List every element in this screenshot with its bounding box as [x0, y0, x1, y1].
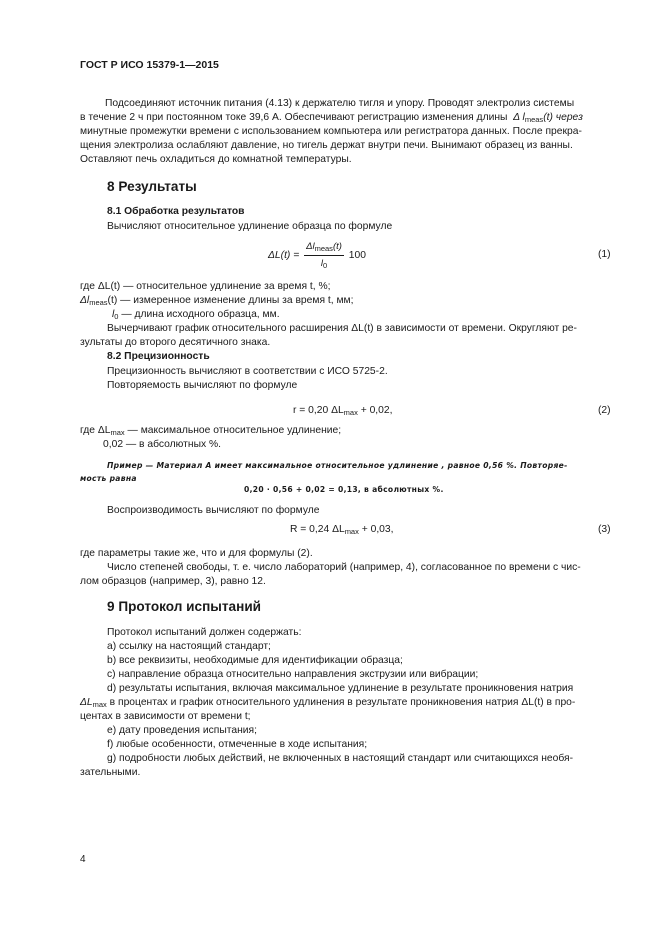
- formula-2: r = 0,20 $\Delta L_{max} + 0,02$,: [293, 405, 393, 417]
- intro-line-2: в течение 2 ч при постоянном токе 39,6 А. Обеспечивают регистрацию изменения длины Δ $l_{meas}(t)$ через: [80, 112, 583, 124]
- protocol-item-f: f) любые особенности, отмеченные в ходе испытания;: [107, 739, 368, 750]
- intro-line-1: Подсоединяют источник питания (4.13) к держателю тигля и упору. Проводят электролиз системы: [105, 98, 575, 109]
- protocol-item-e: е) дату проведения испытания;: [107, 725, 257, 736]
- formula-1-number: (1): [598, 249, 611, 260]
- protocol-item-g-line-2: зательными.: [80, 767, 141, 778]
- calc-intro: Вычисляют относительное удлинение образца по формуле: [107, 221, 393, 232]
- intro-line-4: щения электролиза ослабляют давление, но тигель держат внутри печи. Вынимают образец из ванны.: [80, 140, 573, 151]
- protocol-item-d-line-2: $\Delta L_{max}$ в процентах и график относительного удлинения в результате проникновения натрия ΔL(t) в про-: [80, 697, 576, 709]
- formula-3-number: (3): [598, 524, 611, 535]
- graph-line-2: зультаты до второго десятичного знака.: [80, 337, 271, 348]
- section-8-1-title: 8.1 Обработка результатов: [107, 206, 245, 217]
- precision-line-2: Повторяемость вычисляют по формуле: [107, 380, 298, 391]
- formula-2-number: (2): [598, 405, 611, 416]
- intro-line-5: Оставляют печь охладиться до комнатной температуры.: [80, 154, 352, 165]
- where-delta-lmax: где $\Delta L_{max}$ — максимальное относительное удлинение;: [80, 425, 342, 437]
- section-8-2-title: 8.2 Прецизионность: [107, 351, 210, 362]
- protocol-item-g-line-1: g) подробности любых действий, не включенных в настоящий стандарт или считающихся необя-: [107, 753, 574, 764]
- dof-line-2: лом образцов (например, 3), равно 12.: [80, 576, 266, 587]
- where-formula-3: где параметры такие же, что и для формулы (2).: [80, 548, 313, 559]
- document-header: ГОСТ Р ИСО 15379-1—2015: [80, 59, 219, 71]
- protocol-item-d-line-3: центах в зависимости от времени t;: [80, 711, 251, 722]
- page-number: 4: [80, 854, 86, 865]
- precision-line-1: Прецизионность вычисляют в соответствии с ИСО 5725-2.: [107, 366, 388, 377]
- example-formula: 0,20 · 0,56 + 0,02 = 0,13, в абсолютных %.: [244, 485, 444, 494]
- protocol-item-c: с) направление образца относительно направления экструзии или вибрации;: [107, 669, 479, 680]
- where-delta-l: где ΔL(t) — относительное удлинение за время t, %;: [80, 281, 331, 292]
- where-constant: 0,02 — в абсолютных %.: [103, 439, 221, 450]
- formula-1: ΔL(t) = $\frac{\Delta l_{meas}(t)}{l_0}$ 100: [268, 241, 366, 270]
- protocol-item-b: b) все реквизиты, необходимые для идентификации образца;: [107, 655, 403, 666]
- protocol-item-a: а) ссылку на настоящий стандарт;: [107, 641, 271, 652]
- intro-line-3: минутные промежутки времени с использованием компьютера или регистратора данных. После прекра-: [80, 126, 582, 137]
- section-8-title: 8 Результаты: [107, 179, 197, 194]
- where-delta-l-meas: $\Delta l_{meas}(t)$ — измеренное изменение длины за время t, мм;: [80, 295, 354, 307]
- protocol-intro: Протокол испытаний должен содержать:: [107, 627, 302, 638]
- section-9-title: 9 Протокол испытаний: [107, 599, 262, 614]
- example-line-1: Пример — Материал А имеет максимальное относительное удлинение , равное 0,56 %. Повторяе-: [107, 461, 568, 470]
- formula-3: R = 0,24 $\Delta L_{max} + 0,03$,: [290, 524, 394, 536]
- protocol-item-d-line-1: d) результаты испытания, включая максимальное удлинение в результате проникновения натрия: [107, 683, 574, 694]
- example-line-2: мость равна: [80, 474, 137, 483]
- where-l0: $l_0$ — длина исходного образца, мм.: [112, 309, 280, 321]
- graph-line-1: Вычерчивают график относительного расширения ΔL(t) в зависимости от времени. Округляют ре-: [107, 323, 577, 334]
- reproducibility-intro: Воспроизводимость вычисляют по формуле: [107, 505, 320, 516]
- dof-line-1: Число степеней свободы, т. е. число лабораторий (например, 4), согласованное по времени с чис-: [107, 562, 581, 573]
